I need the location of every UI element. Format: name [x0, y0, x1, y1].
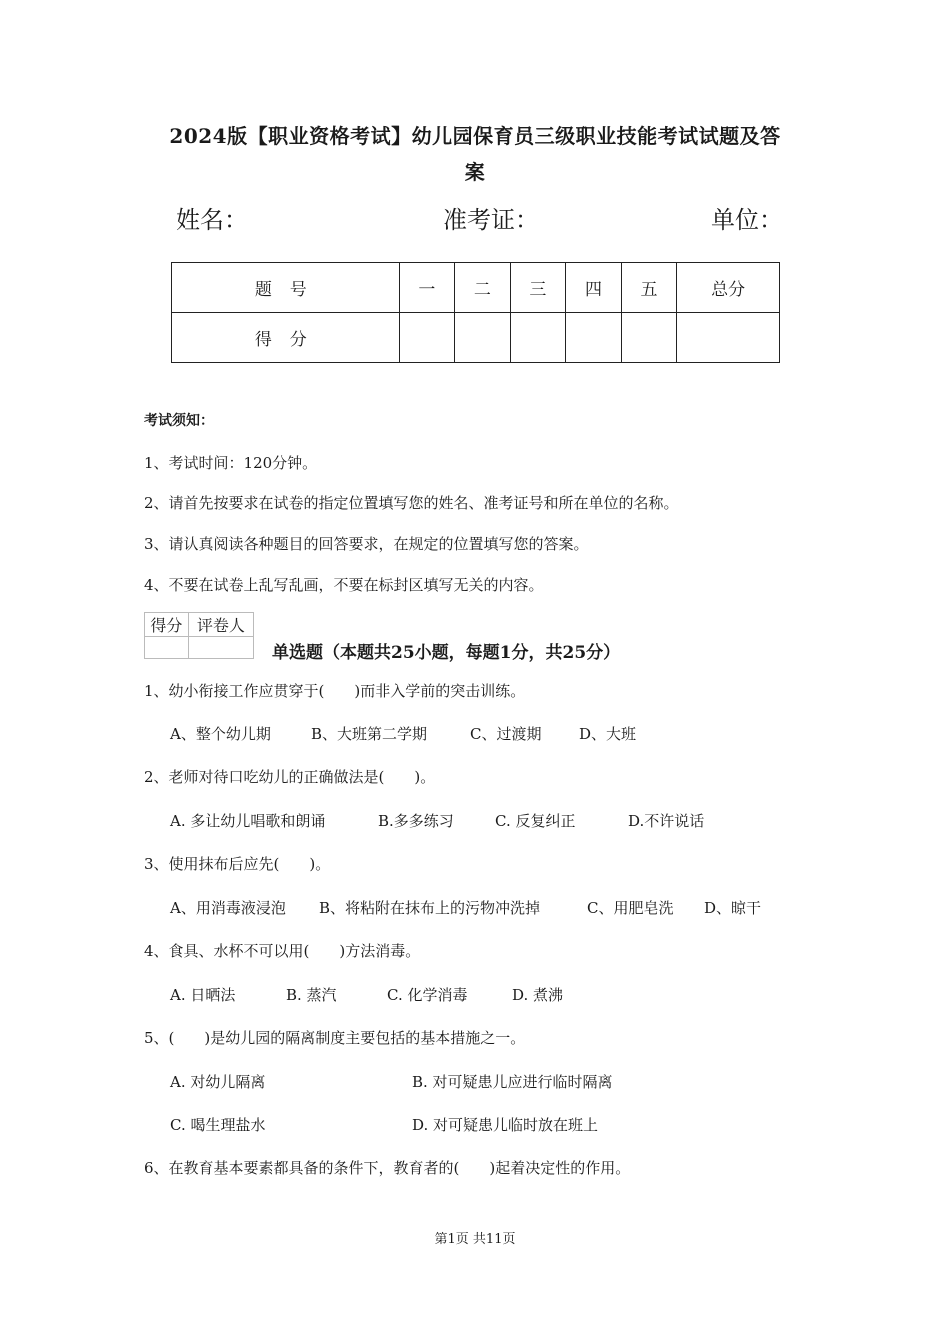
grader-box: [144, 612, 254, 659]
name-label: 姓名：: [176, 206, 248, 234]
grader-score-cell[interactable]: [145, 637, 189, 659]
q3-option-d[interactable]: D、晾干: [704, 899, 762, 917]
q1-option-b[interactable]: B、大班第二学期: [311, 725, 428, 743]
q2-option-c[interactable]: C. 反复纠正: [495, 812, 576, 830]
q4-option-c[interactable]: C. 化学消毒: [387, 986, 468, 1004]
score-input-cell[interactable]: [677, 313, 780, 363]
question-1: 1、幼小衔接工作应贯穿于( )而非入学前的突击训练。: [144, 682, 526, 700]
q1-option-d[interactable]: D、大班: [579, 725, 637, 743]
question-4: 4、食具、水杯不可以用( )方法消毒。: [144, 942, 421, 960]
score-input-cell[interactable]: [566, 313, 622, 363]
notice-item: 3、请认真阅读各种题目的回答要求，在规定的位置填写您的答案。: [144, 535, 589, 553]
question-6: 6、在教育基本要素都具备的条件下，教育者的( )起着决定性的作用。: [144, 1159, 631, 1177]
notice-heading: 考试须知：: [144, 413, 214, 429]
q3-option-b[interactable]: B、将粘附在抹布上的污物冲洗掉: [319, 899, 541, 917]
title-line-1: 2024版【职业资格考试】幼儿园保育员三级职业技能考试试题及答: [169, 124, 781, 148]
score-header-cell: 题号: [172, 263, 400, 313]
notice-item: 4、不要在试卷上乱写乱画，不要在标封区填写无关的内容。: [144, 576, 544, 594]
score-header-cell: 三: [510, 263, 566, 313]
q5-option-b[interactable]: B. 对可疑患儿应进行临时隔离: [412, 1073, 613, 1091]
q2-option-d[interactable]: D.不许说话: [628, 812, 705, 830]
q1-option-c[interactable]: C、过渡期: [470, 725, 542, 743]
q1-option-a[interactable]: A、整个幼儿期: [170, 725, 271, 743]
q3-option-c[interactable]: C、用肥皂洗: [587, 899, 674, 917]
exam-id-label: 准考证：: [443, 206, 539, 234]
q4-option-b[interactable]: B. 蒸汽: [286, 986, 337, 1004]
score-header-cell: 一: [399, 263, 455, 313]
score-input-cell[interactable]: [455, 313, 511, 363]
q5-option-c[interactable]: C. 喝生理盐水: [170, 1116, 266, 1134]
q5-option-a[interactable]: A. 对幼儿隔离: [170, 1073, 266, 1091]
q4-option-a[interactable]: A. 日晒法: [170, 986, 236, 1004]
score-table-header-row: [172, 263, 780, 313]
score-table: [171, 262, 780, 363]
score-header-cell: 总分: [677, 263, 780, 313]
q4-option-d[interactable]: D. 煮沸: [512, 986, 564, 1004]
q2-option-a[interactable]: A. 多让幼儿唱歌和朗诵: [170, 812, 326, 830]
score-header-cell: 二: [455, 263, 511, 313]
title-line-2: 案: [464, 160, 486, 184]
unit-label: 单位：: [711, 206, 783, 234]
grader-score-label: 得分: [145, 613, 189, 637]
grader-name-cell[interactable]: [188, 637, 253, 659]
q2-option-b[interactable]: B.多多练习: [378, 812, 454, 830]
question-2: 2、老师对待口吃幼儿的正确做法是( )。: [144, 768, 436, 786]
notice-item: 2、请首先按要求在试卷的指定位置填写您的姓名、准考证号和所在单位的名称。: [144, 494, 679, 512]
q3-option-a[interactable]: A、用消毒液浸泡: [170, 899, 286, 917]
section-title: 单选题（本题共25小题，每题1分，共25分）: [272, 643, 621, 663]
document-title: [120, 118, 830, 190]
page-footer: 第1页 共11页: [434, 1232, 516, 1247]
q5-option-d[interactable]: D. 对可疑患儿临时放在班上: [412, 1116, 599, 1134]
score-header-cell: 四: [566, 263, 622, 313]
notice-item: 1、考试时间：120分钟。: [144, 454, 318, 472]
grader-name-label: 评卷人: [188, 613, 253, 637]
score-input-cell[interactable]: [399, 313, 455, 363]
score-input-cell[interactable]: [621, 313, 677, 363]
score-table-score-row: [172, 313, 780, 363]
question-5: 5、( )是幼儿园的隔离制度主要包括的基本措施之一。: [144, 1029, 526, 1047]
score-row-label: 得分: [172, 313, 400, 363]
score-input-cell[interactable]: [510, 313, 566, 363]
question-3: 3、使用抹布后应先( )。: [144, 855, 331, 873]
score-header-cell: 五: [621, 263, 677, 313]
